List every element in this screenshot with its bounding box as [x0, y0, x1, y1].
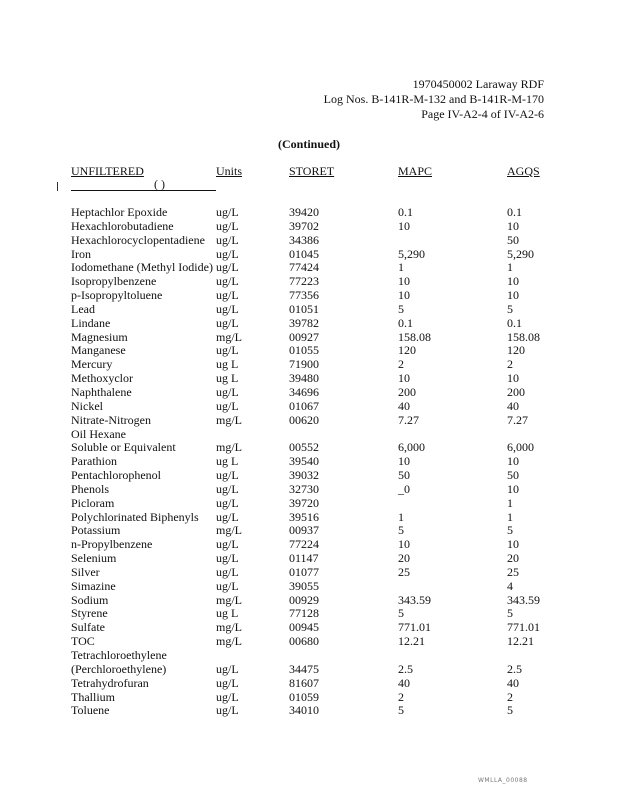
- parameter-name: Tetrahydrofuran: [71, 675, 149, 690]
- parameter-name: n-Propylbenzene: [71, 537, 153, 552]
- storet-cell: 39480: [289, 371, 319, 386]
- units-cell: ug/L: [216, 301, 239, 316]
- mapc-cell: 25: [398, 564, 410, 579]
- parameter-name: Nickel: [71, 398, 103, 413]
- units-cell: mg/L: [216, 592, 242, 607]
- table-row: [0, 594, 618, 608]
- table-row: [0, 677, 618, 691]
- storet-cell: 32730: [289, 481, 319, 496]
- parameter-name: Heptachlor Epoxide: [71, 205, 168, 219]
- storet-cell: 77223: [289, 274, 319, 289]
- units-cell: ug/L: [216, 481, 239, 496]
- mapc-cell: _0: [398, 481, 410, 496]
- storet-cell: 34010: [289, 703, 319, 718]
- table-row: [0, 344, 618, 358]
- units-cell: ug/L: [216, 703, 239, 718]
- parameter-name: Silver: [71, 564, 100, 579]
- parameter-name: Sodium: [71, 592, 109, 607]
- table-row: [0, 289, 618, 303]
- mapc-cell: 0.1: [398, 205, 413, 219]
- table-row: [0, 552, 618, 566]
- table-row: [0, 358, 618, 372]
- agqs-cell: 10: [507, 288, 519, 303]
- units-cell: ug/L: [216, 661, 239, 676]
- table-row: [0, 497, 618, 511]
- units-cell: ug/L: [216, 260, 239, 275]
- units-cell: ug/L: [216, 384, 239, 399]
- table-row: [0, 317, 618, 331]
- units-cell: ug/L: [216, 689, 239, 704]
- storet-cell: 00937: [289, 523, 319, 538]
- mapc-cell: 1: [398, 509, 404, 524]
- storet-cell: 77356: [289, 288, 319, 303]
- agqs-cell: 10: [507, 274, 519, 289]
- storet-cell: 34696: [289, 384, 319, 399]
- storet-cell: 34386: [289, 232, 319, 247]
- agqs-cell: 40: [507, 398, 519, 413]
- storet-cell: 00927: [289, 329, 319, 344]
- agqs-cell: 2: [507, 689, 513, 704]
- storet-cell: 01067: [289, 398, 319, 413]
- agqs-cell: 1: [507, 509, 513, 524]
- parameter-name: Parathion: [71, 454, 117, 469]
- table-row: [0, 441, 618, 455]
- table-row: [0, 414, 618, 428]
- units-cell: ug/L: [216, 398, 239, 413]
- column-header-units: Units: [216, 164, 243, 178]
- table-row: [0, 566, 618, 580]
- table-row: [0, 400, 618, 414]
- units-cell: ug/L: [216, 509, 239, 524]
- parameter-name: Polychlorinated Biphenyls: [71, 509, 199, 524]
- parameter-name: Hexachlorocyclopentadiene: [71, 232, 205, 247]
- storet-cell: 77224: [289, 537, 319, 552]
- mapc-cell: 200: [398, 384, 416, 399]
- table-row: [0, 206, 618, 220]
- parameter-name: Lead: [71, 301, 95, 316]
- agqs-cell: 10: [507, 481, 519, 496]
- parameter-name: Methoxyclor: [71, 371, 133, 386]
- table-row: [0, 524, 618, 538]
- parameter-name: Oil Hexane: [71, 426, 126, 441]
- units-cell: ug L: [216, 357, 239, 372]
- parameter-name: Potassium: [71, 523, 121, 538]
- parameter-name: Isopropylbenzene: [71, 274, 157, 289]
- parameter-name: Magnesium: [71, 329, 128, 344]
- mapc-cell: 10: [398, 371, 410, 386]
- bates-stamp: WMLLA_00088: [478, 777, 528, 784]
- column-header-storet: STORET: [289, 164, 335, 178]
- parameter-name: Simazine: [71, 578, 116, 593]
- table-row: [0, 621, 618, 635]
- mapc-cell: 343.59: [398, 592, 431, 607]
- agqs-cell: 5,290: [507, 246, 534, 261]
- table-row: [0, 469, 618, 483]
- table-row: [0, 663, 618, 677]
- units-cell: ug L: [216, 371, 239, 386]
- units-cell: ug/L: [216, 564, 239, 579]
- table-row: [0, 331, 618, 345]
- parameter-name: Toluene: [71, 703, 110, 718]
- parameter-name: Iodomethane (Methyl Iodide): [71, 260, 213, 275]
- mapc-cell: 5: [398, 703, 404, 718]
- continued-label: (Continued): [277, 137, 340, 151]
- subheader-blank-line: [71, 177, 216, 191]
- mapc-cell: 2: [398, 357, 404, 372]
- mapc-cell: 6,000: [398, 440, 425, 455]
- storet-cell: 71900: [289, 357, 319, 372]
- parameter-name: Hexachlorobutadiene: [71, 218, 174, 233]
- storet-cell: 39032: [289, 468, 319, 483]
- units-cell: mg/L: [216, 634, 242, 649]
- table-row: [0, 649, 618, 663]
- table-row: [0, 538, 618, 552]
- units-cell: mg/L: [216, 412, 242, 427]
- mapc-cell: 40: [398, 675, 410, 690]
- parameter-name: Thallium: [71, 689, 115, 704]
- mapc-cell: 10: [398, 274, 410, 289]
- margin-mark: [57, 182, 58, 191]
- table-row: [0, 580, 618, 594]
- mapc-cell: 10: [398, 537, 410, 552]
- mapc-cell: 10: [398, 288, 410, 303]
- storet-cell: 81607: [289, 675, 319, 690]
- agqs-cell: 4: [507, 578, 513, 593]
- header-facility-id: 1970450002 Laraway RDF: [412, 77, 544, 91]
- units-cell: ug L: [216, 454, 239, 469]
- table-row: [0, 220, 618, 234]
- agqs-cell: 12.21: [507, 634, 534, 649]
- agqs-cell: 0.1: [507, 205, 522, 219]
- units-cell: ug/L: [216, 315, 239, 330]
- agqs-cell: 6,000: [507, 440, 534, 455]
- column-header-unfiltered: UNFILTERED: [71, 164, 144, 178]
- storet-cell: 39720: [289, 495, 319, 510]
- column-header-agqs: AGQS: [507, 164, 540, 178]
- units-cell: ug/L: [216, 343, 239, 358]
- agqs-cell: 2.5: [507, 661, 522, 676]
- table-row: [0, 428, 618, 442]
- agqs-cell: 158.08: [507, 329, 540, 344]
- table-row: [0, 483, 618, 497]
- units-cell: ug/L: [216, 205, 239, 219]
- agqs-cell: 25: [507, 564, 519, 579]
- storet-cell: 39782: [289, 315, 319, 330]
- mapc-cell: 7.27: [398, 412, 419, 427]
- storet-cell: 01059: [289, 689, 319, 704]
- agqs-cell: 50: [507, 232, 519, 247]
- storet-cell: 00620: [289, 412, 319, 427]
- agqs-cell: 5: [507, 301, 513, 316]
- parameter-name: p-Isopropyltoluene: [71, 288, 163, 303]
- storet-cell: 39055: [289, 578, 319, 593]
- parameter-name: Picloram: [71, 495, 115, 510]
- units-cell: ug/L: [216, 578, 239, 593]
- parameter-name: Pentachlorophenol: [71, 468, 161, 483]
- units-cell: ug/L: [216, 537, 239, 552]
- storet-cell: 39540: [289, 454, 319, 469]
- storet-cell: 39702: [289, 218, 319, 233]
- mapc-cell: 5: [398, 606, 404, 621]
- agqs-cell: 10: [507, 371, 519, 386]
- mapc-cell: 5: [398, 523, 404, 538]
- units-cell: mg/L: [216, 523, 242, 538]
- mapc-cell: 158.08: [398, 329, 431, 344]
- table-row: [0, 275, 618, 289]
- agqs-cell: 5: [507, 523, 513, 538]
- parameter-name: Tetrachloroethylene: [71, 648, 167, 662]
- table-row: [0, 386, 618, 400]
- table-row: [0, 455, 618, 469]
- subheader-parentheses: ( ): [154, 177, 165, 191]
- mapc-cell: 2.5: [398, 661, 413, 676]
- units-cell: ug/L: [216, 551, 239, 566]
- parameter-name: Nitrate-Nitrogen: [71, 412, 151, 427]
- table-row: [0, 607, 618, 621]
- storet-cell: 39516: [289, 509, 319, 524]
- parameter-name: Styrene: [71, 606, 108, 621]
- units-cell: ug/L: [216, 468, 239, 483]
- storet-cell: 00552: [289, 440, 319, 455]
- agqs-cell: 1: [507, 495, 513, 510]
- agqs-cell: 1: [507, 260, 513, 275]
- parameter-name: Sulfate: [71, 620, 105, 635]
- mapc-cell: 120: [398, 343, 416, 358]
- mapc-cell: 20: [398, 551, 410, 566]
- units-cell: ug/L: [216, 495, 239, 510]
- units-cell: mg/L: [216, 440, 242, 455]
- mapc-cell: 0.1: [398, 315, 413, 330]
- mapc-cell: 771.01: [398, 620, 431, 635]
- parameter-name: Iron: [71, 246, 91, 261]
- storet-cell: 01077: [289, 564, 319, 579]
- mapc-cell: 5,290: [398, 246, 425, 261]
- storet-cell: 01055: [289, 343, 319, 358]
- agqs-cell: 343.59: [507, 592, 540, 607]
- agqs-cell: 771.01: [507, 620, 540, 635]
- parameter-name: Soluble or Equivalent: [71, 440, 176, 455]
- table-row: [0, 261, 618, 275]
- mapc-cell: 10: [398, 454, 410, 469]
- agqs-cell: 50: [507, 468, 519, 483]
- agqs-cell: 5: [507, 606, 513, 621]
- parameter-name: TOC: [71, 634, 95, 649]
- units-cell: ug/L: [216, 232, 239, 247]
- parameter-name: Phenols: [71, 481, 110, 496]
- units-cell: mg/L: [216, 329, 242, 344]
- units-cell: ug/L: [216, 274, 239, 289]
- parameter-name: (Perchloroethylene): [71, 661, 167, 676]
- table-row: [0, 303, 618, 317]
- parameter-name: Selenium: [71, 551, 117, 566]
- agqs-cell: 7.27: [507, 412, 528, 427]
- storet-cell: 00945: [289, 620, 319, 635]
- table-row: [0, 248, 618, 262]
- agqs-cell: 200: [507, 384, 525, 399]
- mapc-cell: 40: [398, 398, 410, 413]
- table-row: [0, 704, 618, 718]
- units-cell: ug L: [216, 606, 239, 621]
- mapc-cell: 12.21: [398, 634, 425, 649]
- parameter-name: Mercury: [71, 357, 113, 372]
- mapc-cell: 1: [398, 260, 404, 275]
- parameter-name: Lindane: [71, 315, 111, 330]
- storet-cell: 00929: [289, 592, 319, 607]
- agqs-cell: 10: [507, 454, 519, 469]
- storet-cell: 01045: [289, 246, 319, 261]
- units-cell: mg/L: [216, 620, 242, 635]
- units-cell: ug/L: [216, 246, 239, 261]
- parameter-name: Manganese: [71, 343, 126, 358]
- units-cell: ug/L: [216, 288, 239, 303]
- parameter-table: [0, 206, 618, 718]
- agqs-cell: 10: [507, 218, 519, 233]
- mapc-cell: 50: [398, 468, 410, 483]
- agqs-cell: 5: [507, 703, 513, 718]
- units-cell: ug/L: [216, 675, 239, 690]
- storet-cell: 34475: [289, 661, 319, 676]
- storet-cell: 00680: [289, 634, 319, 649]
- table-row: [0, 511, 618, 525]
- agqs-cell: 20: [507, 551, 519, 566]
- agqs-cell: 40: [507, 675, 519, 690]
- storet-cell: 01051: [289, 301, 319, 316]
- table-row: [0, 234, 618, 248]
- table-row: [0, 691, 618, 705]
- mapc-cell: 2: [398, 689, 404, 704]
- header-log-numbers: Log Nos. B-141R-M-132 and B-141R-M-170: [323, 92, 544, 106]
- table-row: [0, 635, 618, 649]
- agqs-cell: 2: [507, 357, 513, 372]
- storet-cell: 77424: [289, 260, 319, 275]
- table-row: [0, 372, 618, 386]
- storet-cell: 39420: [289, 205, 319, 219]
- units-cell: ug/L: [216, 218, 239, 233]
- agqs-cell: 10: [507, 537, 519, 552]
- mapc-cell: 10: [398, 218, 410, 233]
- storet-cell: 01147: [289, 551, 319, 566]
- agqs-cell: 120: [507, 343, 525, 358]
- storet-cell: 77128: [289, 606, 319, 621]
- parameter-name: Naphthalene: [71, 384, 132, 399]
- column-header-mapc: MAPC: [398, 164, 433, 178]
- header-page-number: Page IV-A2-4 of IV-A2-6: [421, 107, 544, 121]
- agqs-cell: 0.1: [507, 315, 522, 330]
- mapc-cell: 5: [398, 301, 404, 316]
